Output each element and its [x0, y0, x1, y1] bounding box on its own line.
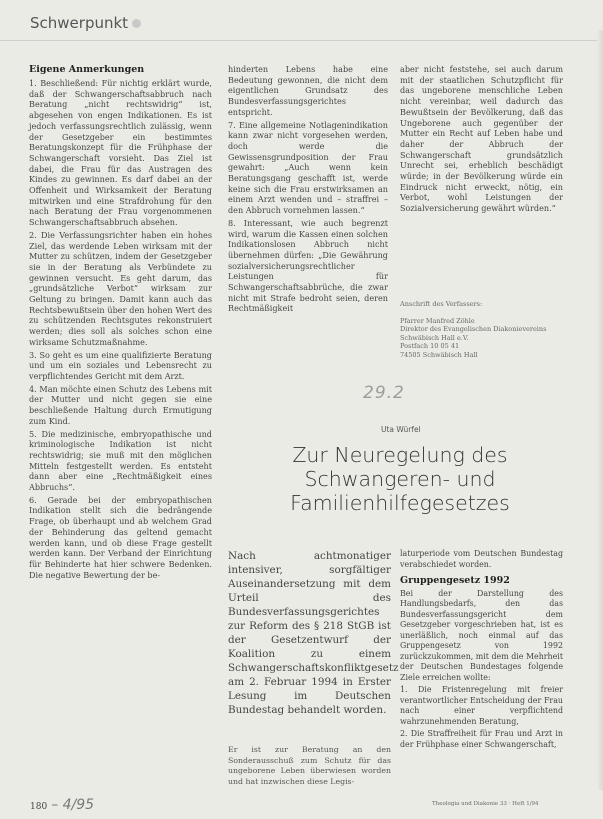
header-rule — [0, 40, 603, 41]
article-paragraph: laturperiode vom Deutschen Bundestag verabschiedet worden. — [400, 549, 563, 569]
address-line: Pfarrer Manfred Zöhle — [400, 316, 475, 325]
note-item: 3. So geht es um eine qualifizierte Beratung und um ein soziales und Lebensrecht zu verpflichtendes Gericht mit dem Arzt. — [29, 349, 212, 381]
section-header — [30, 14, 141, 32]
page-footer-left — [30, 797, 94, 813]
page-number: 180 — [30, 802, 48, 812]
note-item: 6. Gerade bei der embryopathischen Indikation stellt sich die bedrängende Frage, ob überhaupt und ab welchem Grad der Behinderung das geltend gemacht werden kann, und ob diese Frage gestellt werden kann. Der Verband der Einrichtung für Behinderte hat hier schwere Bedenken. Die negative Bewertung der be- — [29, 494, 212, 580]
note-item: 8. Interessant, wie auch begrenzt wird, warum die Kassen einen solchen Indikationslosen Abbruch nicht übernehmen dürfen: „Die Gewährung sozialversicherungsrechtlicher Leistungen für Schwangerschaftsabbrüche, die zwar nicht mit Strafe bedroht seien, deren Rechtmäßigkeit — [228, 217, 388, 314]
article-column-right — [400, 549, 563, 752]
footer-handwriting: – 4/95 — [51, 797, 95, 813]
address-heading: Anschrift des Verfassers: — [400, 300, 483, 308]
article-title: Zur Neuregelung des Schwangeren- und Familienhilfegesetzes — [290, 443, 510, 515]
article-paragraph: 1. Die Fristenregelung mit freier verantwortlicher Entscheidung der Frau nach einer verpflichtend wahrzunehmenden Beratung, — [400, 685, 563, 726]
address-line: Direktor des Evangelischen Diakonievereins — [400, 325, 547, 333]
notes-heading: Eigene Anmerkungen — [29, 64, 145, 75]
handwritten-note: 29.2 — [363, 383, 405, 403]
notes-column-2 — [228, 64, 388, 316]
address-line: Schwäbisch Hall e.V. — [400, 333, 469, 342]
note-item: hinderten Lebens habe eine Bedeutung gewonnen, die nicht dem eigentlichen Grundsatz des Bundesverfassungsgerichtes entspricht. — [228, 64, 388, 117]
address-line: Postfach 10 05 41 — [400, 342, 460, 350]
article-paragraph: 2. Die Straffreiheit für Frau und Arzt in der Frühphase einer Schwangerschaft, — [400, 729, 563, 749]
article-lead: Nach achtmonatiger intensiver, sorgfältiger Auseinandersetzung mit dem Urteil des Bundesverfassungsgerichtes zur Reform des § 218 StGB ist der Gesetzentwurf der Koalition zu einem Schwangerschaftskonfliktgesetz am 2. Februar 1994 in Erster Lesung im Deutschen Bundestag behandelt worden. — [228, 550, 399, 716]
article-body-continued: Er ist zur Beratung an den Sonderausschuß zum Schutz für das ungeborene Leben überwiesen worden und hat inzwischen diese Legis- — [228, 745, 391, 786]
address-line: 74505 Schwäbisch Hall — [400, 350, 478, 359]
note-item: aber nicht feststehe, sei auch darum mit der staatlichen Schutzpflicht für das ungeborene menschliche Leben nicht vereinbar, weil dadurch das Bewußtsein der Bevölkerung, daß das Ungeborene auch gegenüber der Mutter ein Recht auf Leben habe und daher der Abbruch der Schwangerschaft grundsätzlich Unrecht sei, erheblich beschädigt würde; in der Bevölkerung würde ein Eindruck nicht erweckt, nötig, ein Verbot, wohl Leistungen der Sozialversicherung gewährt würden.“ — [400, 64, 563, 214]
page-edge-shadow — [597, 30, 603, 790]
note-item: 7. Eine allgemeine Notlagenindikation kann zwar nicht vorgesehen werden, doch werde die Gewissensgrundposition der Frau gewahrt: „Auch wenn kein Beratungsgang geschafft ist, werde keine sich die Frau erstwirksamen an einem Arzt wenden und – straffrei – den Abbruch vornehmen lassen.“ — [228, 119, 388, 216]
note-item: 4. Man möchte einen Schutz des Lebens mit der Mutter und nicht gegen sie eine beschließende Haltung durch Ermutigung zum Kind. — [29, 383, 212, 426]
notes-column-3 — [400, 64, 563, 216]
section-title: Schwerpunkt — [30, 14, 129, 32]
article-paragraph: Bei der Darstellung des Handlungsbedarfs, den das Bundesverfassungsgericht dem Gesetzgeber vorgeschrieben hat, ist es unerläßlich, noch einmal auf das Gruppengesetz von 1992 zurückzukommen, mit dem die Mehrheit der Deutschen Bundestages folgende Ziele erreichen wollte: — [400, 588, 563, 682]
notes-column-1 — [29, 64, 212, 582]
author-address — [400, 300, 563, 359]
note-item: 5. Die medizinische, embryopathische und kriminologische Indikation ist nicht rechtswidrig; sie muß mit den möglichen Mitteln festgestellt werden. Es entsteht dann aber eine „Rechtmäßigkeit eines Abbruchs“. — [29, 428, 212, 493]
article-subheading: Gruppengesetz 1992 — [400, 575, 510, 586]
journal-reference: Theologia und Diakonie 33 · Heft 1/94 — [432, 801, 539, 807]
article-author: Uta Würfel — [381, 425, 421, 434]
note-item: 2. Die Verfassungsrichter haben ein hohes Ziel, das werdende Leben wirksam mit der Mutter zu schützen, indem der Gesetzgeber sie in der Beratung als Verbündete zu gewinnen versucht. Es geht darum, das „grundsätzliche Verbot“ wirksam zur Geltung zu bringen. Damit kann auch das Rechtsbewußtsein über den hohen Wert des zu schützenden Rechtsgutes rekonstruiert werden; dies soll als solches schon eine wirksame Schutzmaßnahme. — [29, 229, 212, 347]
bullet-dot-icon — [132, 19, 141, 28]
note-item: 1. Beschließend: Für nichtig erklärt wurde, daß der Schwangerschaftsabbruch nach Beratung „nicht rechtswidrig“ ist, abgesehen von engen Indikationen. Es ist jedoch verfassungsrechtlich zulässig, wenn der Gesetzgeber ein bestimmtes Beratungskonzept für die Frühphase der Schwangerschaft vorsieht. Das Ziel ist dabei, die Frau für das Austragen des Kindes zu gewinnen. Es darf dabei an der Offenheit und Wirksamkeit der Beratung mitwirken und eine Strafdrohung für den nach Beratung der Frau vorgenommenen Schwangerschaftsabbruch absehen. — [29, 78, 212, 228]
